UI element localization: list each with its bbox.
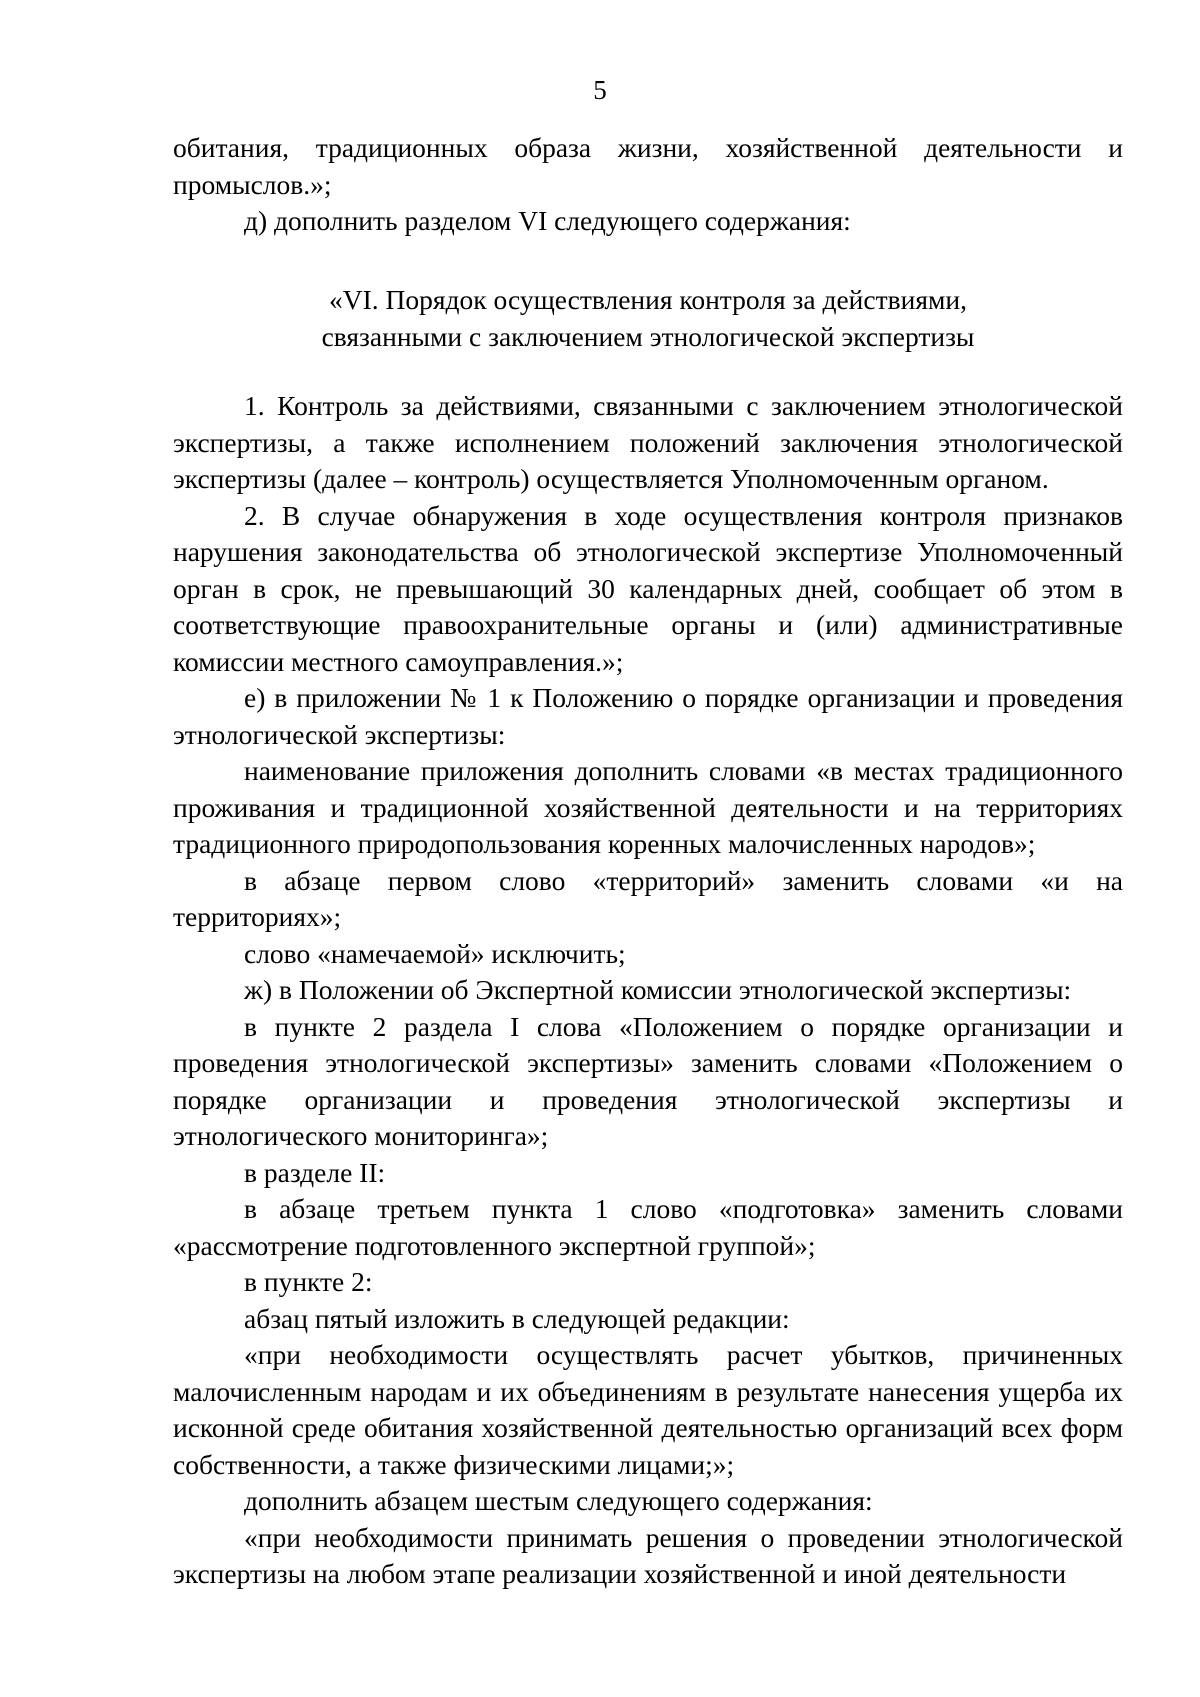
paragraph: д) дополнить разделом VI следующего содержания:: [244, 205, 851, 236]
paragraph: в пункте 2:: [244, 1266, 373, 1297]
paragraph: дополнить абзацем шестым следующего содержания:: [244, 1485, 873, 1516]
main-text-block: [173, 388, 1123, 1593]
paragraph: «при необходимости принимать решения о проведении этнологической экспертизы на любом этапе реализации хозяйственной и иной деятельности: [173, 1521, 1123, 1589]
paragraph: 1. Контроль за действиями, связанными с заключением этнологической экспертизы, а также исполнением положений заключения этнологической экспертизы (далее – контроль) осуществляется Уполномоченным органом.: [173, 390, 1123, 494]
page-number: 5: [593, 75, 607, 105]
paragraph: в разделе II:: [244, 1156, 386, 1188]
paragraph: абзац пятый изложить в следующей редакции:: [244, 1302, 790, 1334]
paragraph: слово «намечаемой» исключить;: [244, 937, 626, 969]
paragraph: наименование приложения дополнить словами «в местах традиционного проживания и традиционной хозяйственной деятельности и на территориях традиционного природопользования коренных малочисленных народов»;: [173, 755, 1123, 859]
paragraph: ж) в Положении об Экспертной комиссии этнологической экспертизы:: [244, 974, 1072, 1005]
paragraph: 2. В случае обнаружения в ходе осуществления контроля признаков нарушения законодательства об этнологической экспертизе Уполномоченный орган в срок, не превышающий 30 календарных дней, сообщает об этом в соответствующие правоохранительные органы и (или) административные комиссии местного самоуправления.»;: [173, 499, 1123, 677]
paragraph: обитания, традиционных образа жизни, хозяйственной деятельности и промыслов.»;: [173, 132, 1123, 200]
top-text-block: [173, 130, 1123, 240]
paragraph: в абзаце третьем пункта 1 слово «подготовка» заменить словами «рассмотрение подготовленного экспертной группой»;: [173, 1193, 1123, 1261]
section-heading-line: связанными с заключением этнологической экспертизы: [321, 320, 975, 352]
paragraph: е) в приложении № 1 к Положению о порядке организации и проведения этнологической экспертизы:: [173, 682, 1123, 750]
paragraph: «при необходимости осуществлять расчет убытков, причиненных малочисленным народам и их объединениям в результате нанесения ущерба их исконной среде обитания хозяйственной деятельностью организаций всех форм собственности, а также физическими лицами;»;: [173, 1339, 1123, 1480]
paragraph: в пункте 2 раздела I слова «Положением о порядке организации и проведения этнологической экспертизы» заменить словами «Положением о порядке организации и проведения этнологической экспертизы и этнологического мониторинга»;: [173, 1010, 1123, 1151]
section-heading: [173, 282, 1123, 355]
paragraph: в абзаце первом слово «территорий» заменить словами «и на территориях»;: [173, 864, 1123, 932]
section-heading-line: «VI. Порядок осуществления контроля за действиями,: [329, 284, 967, 315]
